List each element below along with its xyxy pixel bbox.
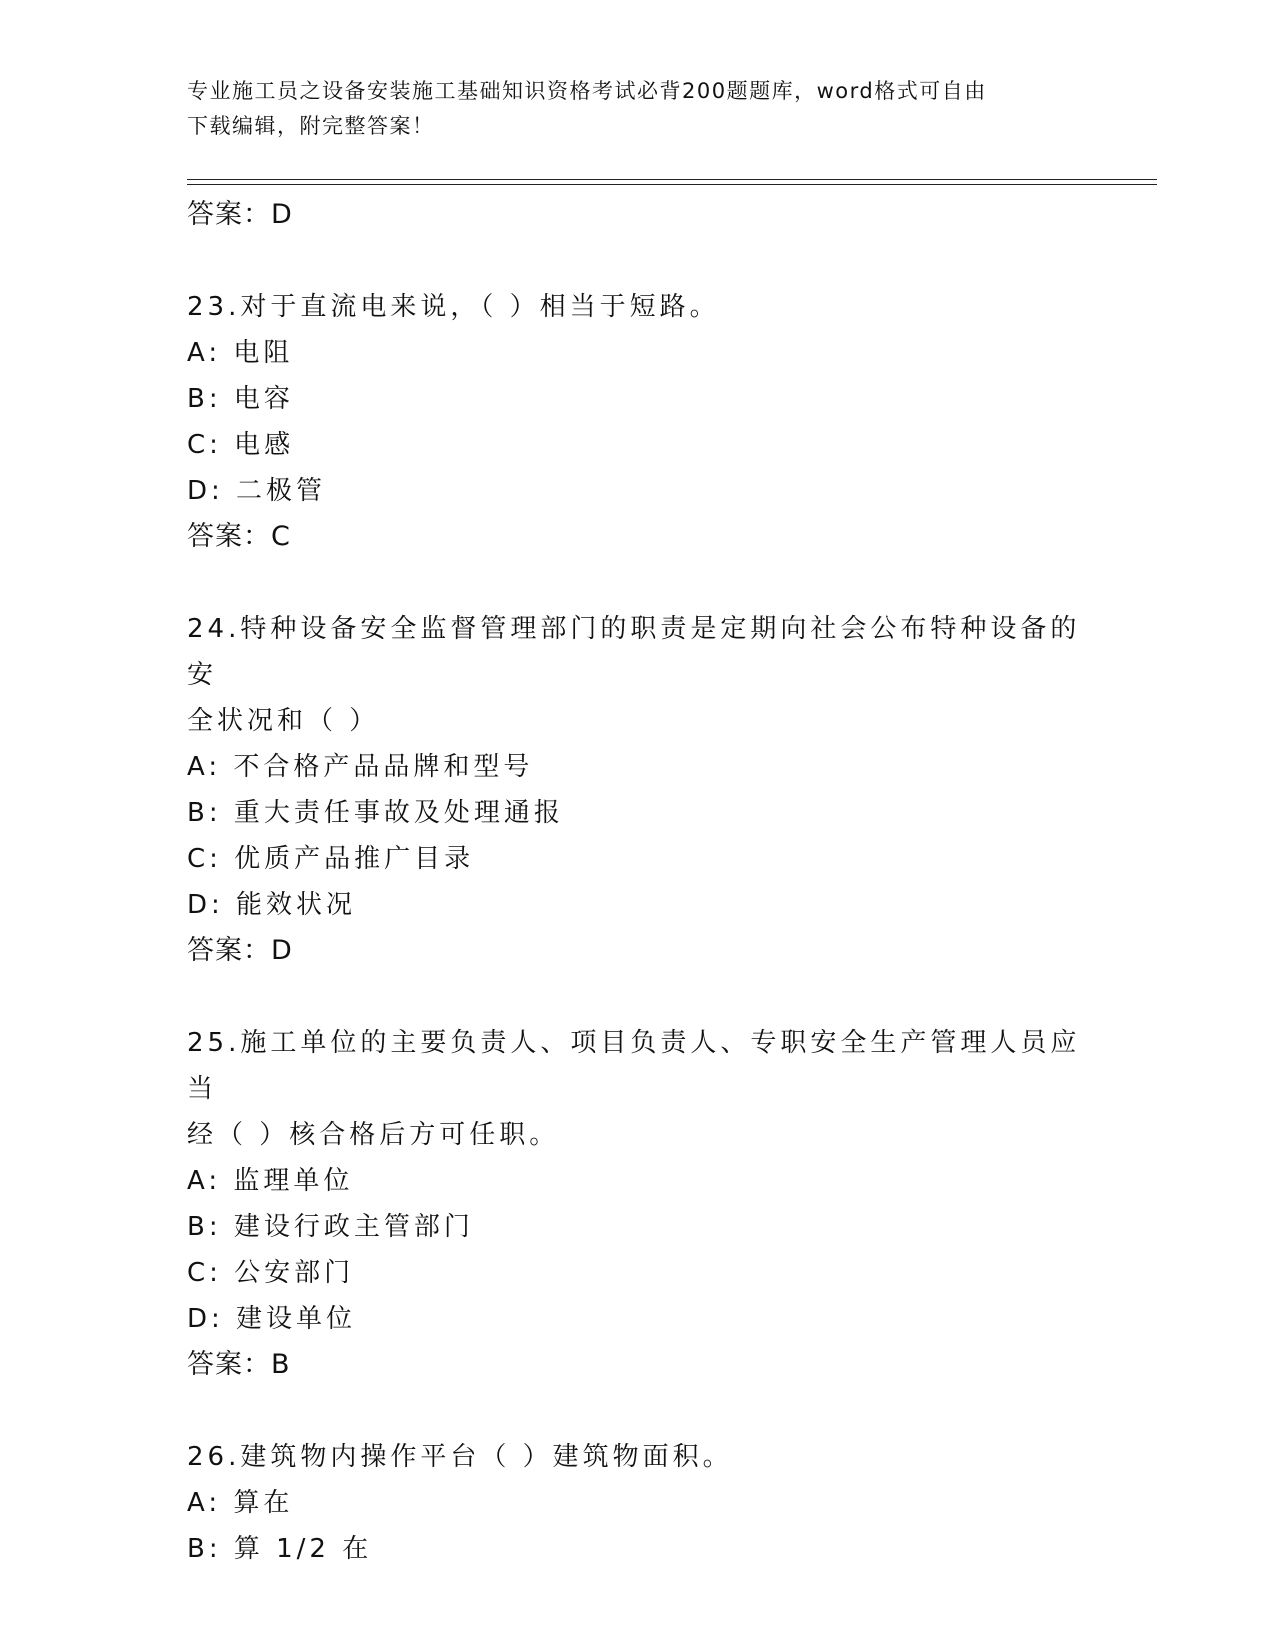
option-a: A: 电阻	[187, 338, 294, 368]
question-stem: 26.建筑物内操作平台（ ）建筑物面积。	[187, 1442, 733, 1472]
question-block	[187, 1020, 1087, 1388]
header-divider-bottom	[187, 184, 1157, 185]
option-d: D: 能效状况	[187, 890, 357, 920]
question-stem: 24.特种设备安全监督管理部门的职责是定期向社会公布特种设备的安	[187, 614, 1081, 690]
option-a: A: 算在	[187, 1488, 294, 1518]
option-b: B: 电容	[187, 384, 294, 414]
question-stem-continued: 全状况和（ ）	[187, 706, 380, 736]
option-c: C: 公安部门	[187, 1258, 355, 1288]
header-line-2: 下载编辑，附完整答案！	[187, 114, 435, 138]
question-stem-continued: 经（ ）核合格后方可任职。	[187, 1120, 560, 1150]
spacer	[187, 238, 1087, 284]
question-block	[187, 1434, 1087, 1572]
option-d: D: 二极管	[187, 476, 327, 506]
document-body	[187, 192, 1087, 1572]
answer-line: 答案：D	[187, 199, 293, 230]
document-header	[187, 74, 1067, 144]
option-c: C: 电感	[187, 430, 295, 460]
question-block	[187, 606, 1087, 974]
answer-line: 答案：D	[187, 935, 293, 966]
header-line-1: 专业施工员之设备安装施工基础知识资格考试必背200题题库，word格式可自由	[187, 79, 987, 103]
option-b: B: 重大责任事故及处理通报	[187, 798, 564, 828]
question-stem: 23.对于直流电来说，（ ）相当于短路。	[187, 292, 720, 322]
spacer	[187, 560, 1087, 606]
option-a: A: 监理单位	[187, 1166, 354, 1196]
answer-line: 答案：C	[187, 521, 291, 552]
spacer	[187, 1388, 1087, 1434]
header-divider-top	[187, 179, 1157, 180]
question-block	[187, 284, 1087, 560]
answer-line: 答案：B	[187, 1349, 291, 1380]
option-d: D: 建设单位	[187, 1304, 357, 1334]
option-b: B: 建设行政主管部门	[187, 1212, 474, 1242]
option-a: A: 不合格产品品牌和型号	[187, 752, 534, 782]
option-b: B: 算 1/2 在	[187, 1534, 373, 1564]
spacer	[187, 974, 1087, 1020]
option-c: C: 优质产品推广目录	[187, 844, 475, 874]
question-stem: 25.施工单位的主要负责人、项目负责人、专职安全生产管理人员应当	[187, 1028, 1081, 1104]
